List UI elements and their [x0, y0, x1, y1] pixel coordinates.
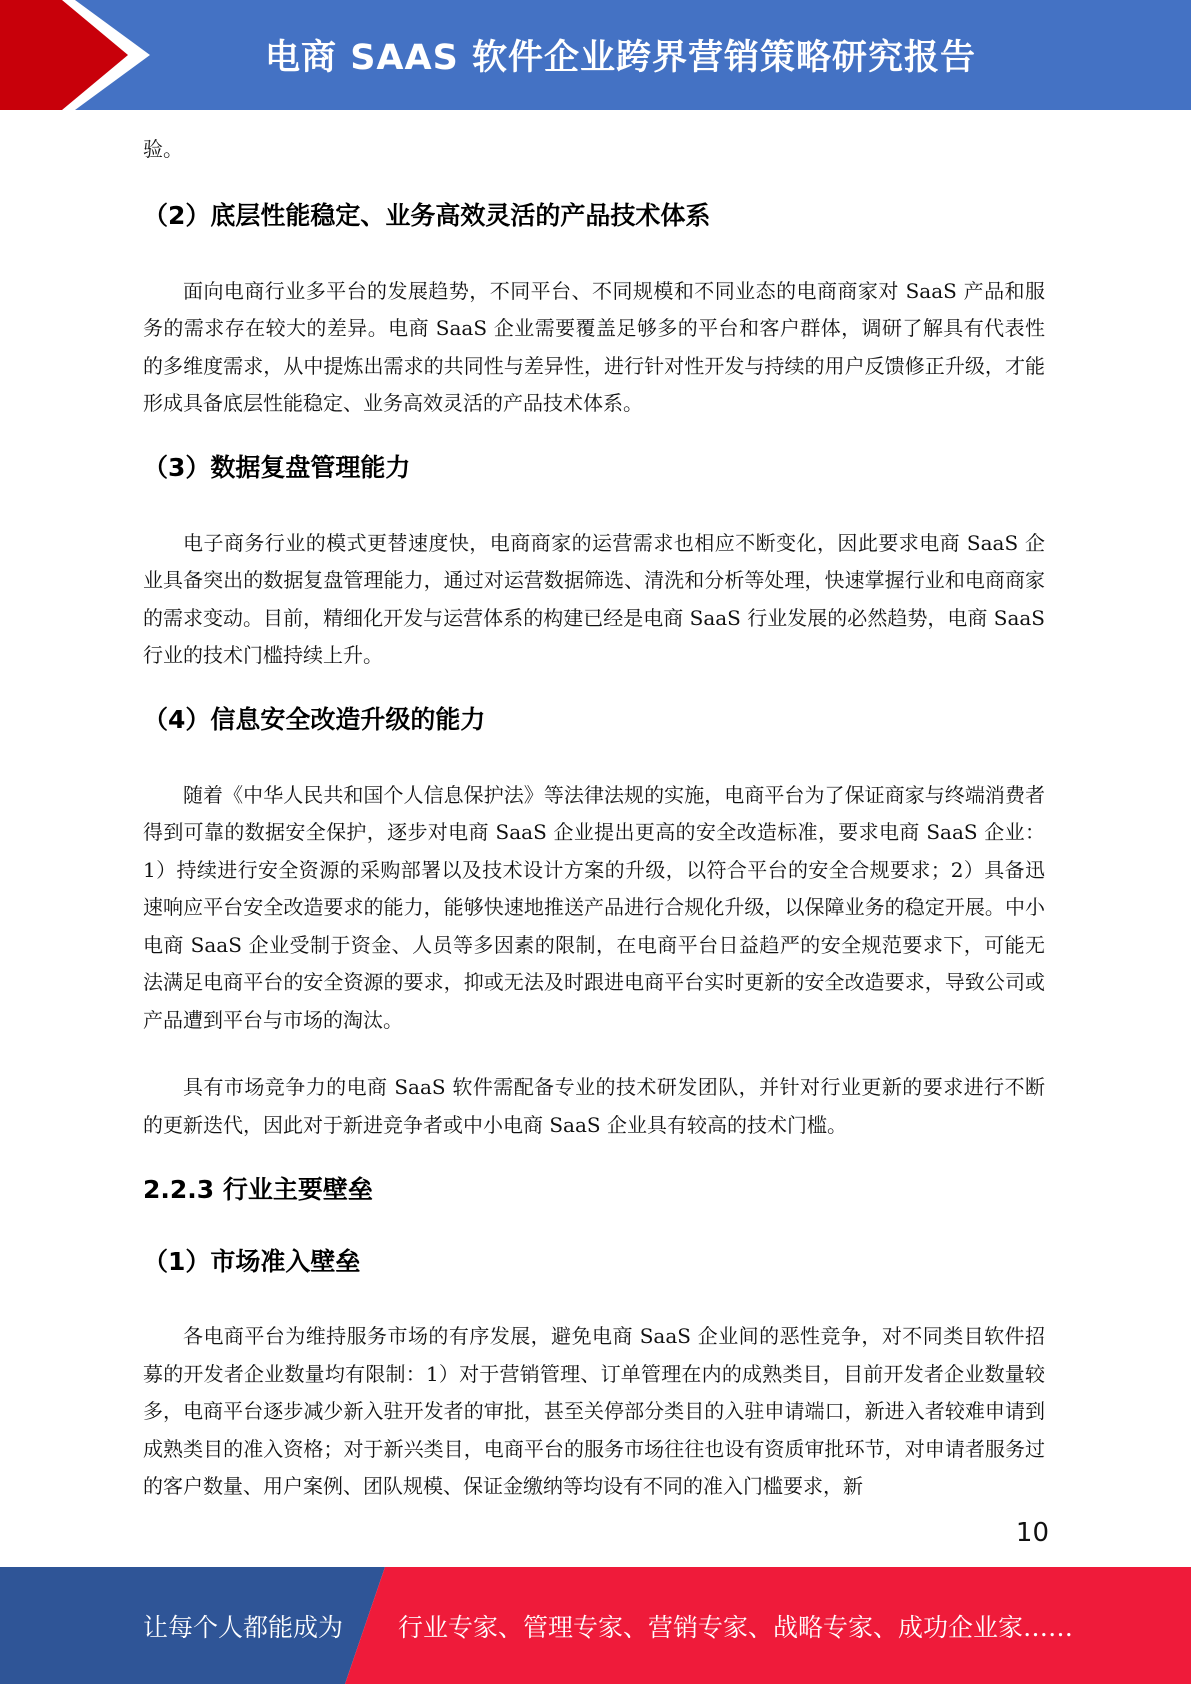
subheading-market-access: （1）市场准入壁垒 — [143, 1247, 361, 1276]
page-number: 10 — [1015, 1518, 1049, 1548]
subheading-data-review: （3）数据复盘管理能力 — [143, 452, 411, 482]
paragraph-market-access: 各电商平台为维持服务市场的有序发展，避免电商 SaaS 企业间的恶性竞争，对不同类目软件招募的开发者企业数量均有限制：1）对于营销管理、订单管理在内的成熟类目，目前开发者企业数量较多，电商平台逐步减少新入驻开发者的审批，甚至关停部分类目的入驻申请端口，新进入者较难申请到成熟类目的准入资格；对于新兴类目，电商平台的服务市场往往也设有资质审批环节，对申请者服务过的客户数量、用户案例、团队规模、保证金缴纳等均设有不同的准入门槛要求，新 — [143, 1324, 1045, 1498]
paragraph-competitiveness: 具有市场竞争力的电商 SaaS 软件需配备专业的技术研发团队，并针对行业更新的要求进行不断的更新迭代，因此对于新进竞争者或中小电商 SaaS 企业具有较高的技术门槛。 — [143, 1075, 1045, 1137]
header-banner — [0, 0, 1191, 110]
paragraph-info-security: 随着《中华人民共和国个人信息保护法》等法律法规的实施，电商平台为了保证商家与终端消费者得到可靠的数据安全保护，逐步对电商 SaaS 企业提出更高的安全改造标准，要求电商 SaaS 企业：1）持续进行安全资源的采购部署以及技术设计方案的升级，以符合平台的安全合规要求；2）具备迅速响应平台安全改造要求的能力，能够快速地推送产品进行合规化升级，以保障业务的稳定开展。中小电商 SaaS 企业受制于资金、人员等多因素的限制，在电商平台日益趋严的安全规范要求下，可能无法满足电商平台的安全资源的要求，抑或无法及时跟进电商平台实时更新的安全改造要求，导致公司或产品遭到平台与市场的淘汰。 — [143, 782, 1045, 1032]
footer-roles: 行业专家、管理专家、营销专家、战略专家、成功企业家…… — [398, 1612, 1074, 1642]
paragraph-data-review: 电子商务行业的模式更替速度快，电商商家的运营需求也相应不断变化，因此要求电商 SaaS 企业具备突出的数据复盘管理能力，通过对运营数据筛选、清洗和分析等处理，快速掌握行业和电商商家的需求变动。目前，精细化开发与运营体系的构建已经是电商 SaaS 行业发展的必然趋势，电商 SaaS 行业的技术门槛持续上升。 — [143, 530, 1045, 667]
paragraph-tech-system: 面向电商行业多平台的发展趋势，不同平台、不同规模和不同业态的电商商家对 SaaS 产品和服务的需求存在较大的差异。电商 SaaS 企业需要覆盖足够多的平台和客户群体，调研了解具有代表性的多维度需求，从中提炼出需求的共同性与差异性，进行针对性开发与持续的用户反馈修正升级，才能形成具备底层性能稳定、业务高效灵活的产品技术体系。 — [143, 278, 1045, 415]
footer-banner — [0, 1567, 1191, 1684]
footer-slogan: 让每个人都能成为 — [143, 1612, 344, 1642]
page-content — [143, 131, 1045, 1506]
text-fragment: 验。 — [143, 137, 183, 161]
report-title: 电商 SAAS 软件企业跨界营销策略研究报告 — [265, 38, 976, 78]
chevron-arrow-icon — [0, 0, 160, 110]
section-heading: 2.2.3 行业主要壁垒 — [143, 1175, 373, 1204]
subheading-tech-system: （2）底层性能稳定、业务高效灵活的产品技术体系 — [143, 200, 711, 230]
subheading-info-security: （4）信息安全改造升级的能力 — [143, 704, 486, 734]
